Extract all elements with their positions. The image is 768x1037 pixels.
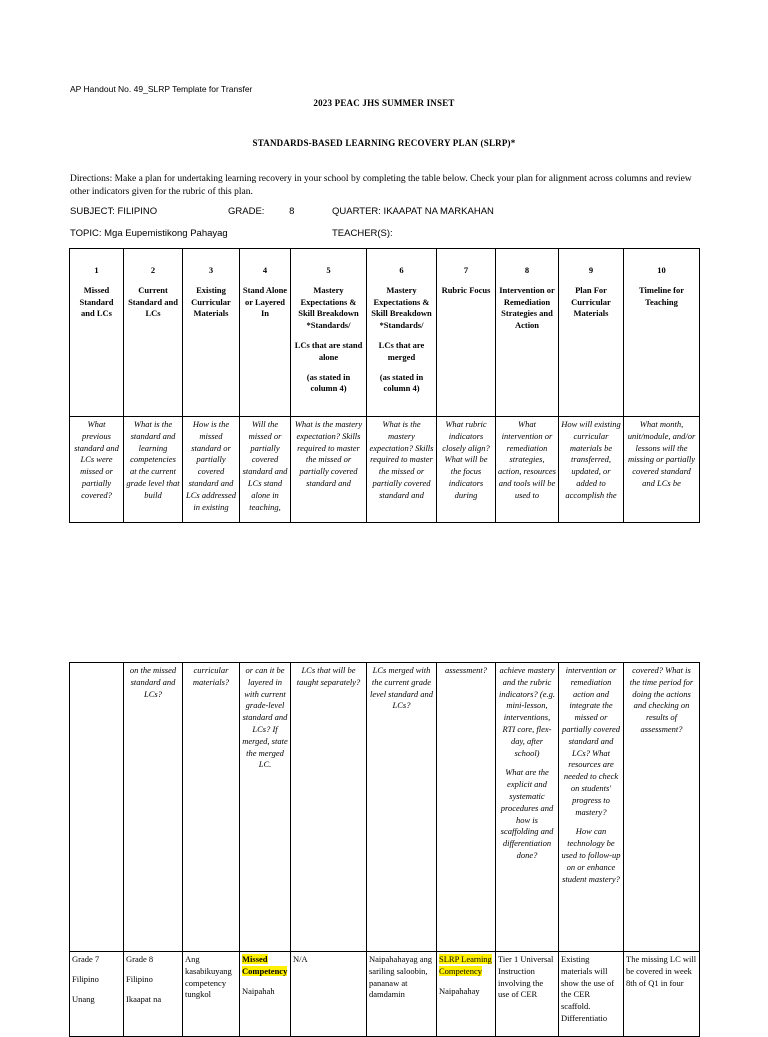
data-cell-mastery-stand-alone: N/A (291, 952, 367, 1037)
handout-label: AP Handout No. 49_SLRP Template for Transfer (70, 84, 253, 94)
event-title: 2023 PEAC JHS SUMMER INSET (313, 98, 455, 108)
guide-question-cont-10: covered? What is the time period for doing the actions and checking on results of assessment? (624, 663, 700, 952)
column-header-4: 4 Stand Alone or Layered In (240, 249, 291, 417)
data-cell-current-standard: Grade 8 Filipino Ikaapat na (124, 952, 183, 1037)
guide-question-cont-2: on the missed standard and LCs? (124, 663, 183, 952)
data-cell-existing-materials: Ang kasabikuyang competency tungkol (183, 952, 240, 1037)
column-header-7: 7 Rubric Focus (437, 249, 496, 417)
column-header-3: 3 Existing Curricular Materials (183, 249, 240, 417)
quarter-field: QUARTER: IKAAPAT NA MARKAHAN (332, 206, 494, 217)
data-cell-stand-alone: Missed Competency Naipahah (240, 952, 291, 1037)
guide-question-cont-9: intervention or remediation action and integrate the missed or partially covered standard and LCs? What resources are needed to check on students' progress to mastery? How can technology be used to follow-up on or enhance student mastery? (559, 663, 624, 952)
column-header-5: 5 Mastery Expectations & Skill Breakdown *Standards/ LCs that are stand alone (as stated in column 4) (291, 249, 367, 417)
slrp-table-page2 (69, 662, 700, 1037)
column-header-10: 10 Timeline for Teaching (624, 249, 700, 417)
teacher-field: TEACHER(S): (332, 228, 393, 239)
guide-question-2: What is the standard and learning competencies at the current grade level that build (124, 417, 183, 523)
subject-field: SUBJECT: FILIPINO (70, 206, 158, 217)
guide-question-4: Will the missed or partially covered standard and LCs stand alone in teaching, (240, 417, 291, 523)
guide-question-8: What intervention or remediation strategies, action, resources and tools will be used to (496, 417, 559, 523)
guide-question-cont-6: LCs merged with the current grade level standard and LCs? (367, 663, 437, 952)
missed-competency-highlight: Missed Competency (242, 954, 288, 976)
data-cell-intervention: Tier 1 Universal Instruction involving the use of CER (496, 952, 559, 1037)
grade-value: 8 (289, 206, 295, 217)
slrp-table-page1 (69, 248, 700, 523)
plan-title: STANDARDS-BASED LEARNING RECOVERY PLAN (SLRP)* (252, 138, 516, 148)
data-cell-mastery-merged: Naipahahayag ang sariling saloobin, pananaw at damdamin (367, 952, 437, 1037)
guide-question-3: How is the missed standard or partially covered standard and LCs addressed in existing (183, 417, 240, 523)
column-header-1: 1 Missed Standard and LCs (70, 249, 124, 417)
topic-field: TOPIC: Mga Eupemistikong Pahayag (70, 228, 228, 239)
guide-question-cont-4: or can it be layered in with current grade-level standard and LCs? If merged, state the merged LC. (240, 663, 291, 952)
column-header-6: 6 Mastery Expectations & Skill Breakdown *Standards/ LCs that are merged (as stated in column 4) (367, 249, 437, 417)
guide-question-cont-8: achieve mastery and the rubric indicators? (e.g. mini-lesson, interventions, RTI core, flex-day, after school) What are the explicit and systematic procedures and how is scaffolding and differentiation done? (496, 663, 559, 952)
guide-question-cont-5: LCs that will be taught separately? (291, 663, 367, 952)
guide-question-cont-7: assessment? (437, 663, 496, 952)
grade-label: GRADE: (228, 206, 265, 217)
data-cell-timeline: The missing LC will be covered in week 8th of Q1 in four (624, 952, 700, 1037)
guide-question-5: What is the mastery expectation? Skills required to master the missed or partially covered standard and (291, 417, 367, 523)
column-header-2: 2 Current Standard and LCs (124, 249, 183, 417)
grade-field (228, 206, 294, 217)
guide-question-9: How will existing curricular materials be transferred, updated, or added to accomplish the (559, 417, 624, 523)
column-header-8: 8 Intervention or Remediation Strategies and Action (496, 249, 559, 417)
guide-question-1: What previous standard and LCs were missed or partially covered? (70, 417, 124, 523)
guide-question-7: What rubric indicators closely align? What will be the focus indicators during (437, 417, 496, 523)
guide-question-cont-1 (70, 663, 124, 952)
column-header-9: 9 Plan For Curricular Materials (559, 249, 624, 417)
data-cell-missed-standard: Grade 7 Filipino Unang (70, 952, 124, 1037)
data-cell-curricular-plan: Existing materials will show the use of the CER scaffold. Differentiatio (559, 952, 624, 1037)
guide-question-10: What month, unit/module, and/or lessons will the missing or partially covered standard and LCs be (624, 417, 700, 523)
directions-text: Directions: Make a plan for undertaking learning recovery in your school by completing the table below. Check your plan for alignment across columns and review other indicators given for the rubric of this plan. (70, 174, 692, 197)
data-cell-rubric-focus: SLRP Learning Competency Naipahahay (437, 952, 496, 1037)
guide-question-6: What is the mastery expectation? Skills required to master the missed or partially covered standard and (367, 417, 437, 523)
guide-question-cont-3: curricular materials? (183, 663, 240, 952)
slrp-competency-highlight: SLRP Learning Competency (439, 954, 492, 976)
